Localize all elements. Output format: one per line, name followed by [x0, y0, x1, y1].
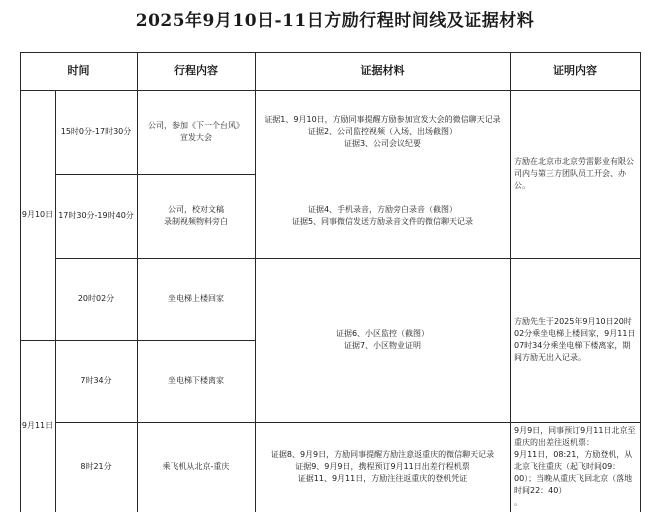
evidence-5: 证据5、同事微信发送方励录音文件的微信聊天记录	[291, 217, 474, 226]
row3-itinerary: 坐电梯上楼回家	[168, 294, 224, 303]
row1-time: 15时0分-17时30分	[60, 127, 132, 136]
row1-itinerary-line1: 公司，参加《下一个台风》	[148, 121, 244, 130]
proof-elevator: 方励先生于2025年9月10日20时02分乘坐电梯上楼回家，9月11日07时34分乘坐电梯下楼离家，期间方励无出入记录。	[514, 317, 636, 362]
evidence-7: 证据7、小区物业证明	[343, 341, 422, 350]
row5-time: 8时21分	[80, 462, 112, 471]
header-time: 时间	[67, 64, 90, 77]
timeline-table	[20, 52, 660, 512]
row1-itinerary	[137, 90, 255, 174]
row4-itinerary: 坐电梯下楼离家	[168, 376, 224, 385]
header-evidence: 证据材料	[360, 64, 405, 77]
document-title: 2025年9月10日-11日方励行程时间线及证据材料	[135, 11, 535, 31]
proof-flight-line2: 9月11日，08:21，方励登机，从北京飞往重庆（起飞时间09：00）；当晚从重庆飞回北京（落地时间22：40）	[514, 450, 633, 495]
proof-flight	[510, 422, 640, 512]
evidence-3: 证据3、公司会议纪要	[343, 139, 422, 148]
row5-itinerary: 乘飞机从北京-重庆	[162, 462, 230, 471]
row2-itinerary-line2: 录制视频物料旁白	[164, 217, 228, 226]
evidence-1: 证据1、9月10日，方励同事提醒方励参加宣发大会的微信聊天记录	[264, 115, 501, 124]
row5-evidence	[255, 422, 510, 512]
row2-itinerary	[137, 174, 255, 258]
row1-evidence	[255, 90, 510, 174]
row2-itinerary-line1: 公司，校对文稿	[168, 205, 224, 214]
evidence-6: 证据6、小区监控（截图）	[335, 329, 430, 338]
proof-flight-line1: 9月9日，同事预订9月11日北京至重庆的出差往返机票：	[514, 426, 636, 447]
header-itinerary: 行程内容	[174, 64, 218, 77]
date-sep-10: 9月10日	[21, 210, 54, 219]
table-border-right	[640, 52, 641, 512]
row3-time: 20时02分	[77, 294, 115, 303]
header-proof: 证明内容	[553, 64, 597, 77]
row4-time: 7时34分	[80, 376, 112, 385]
row1-itinerary-line2: 宣发大会	[180, 133, 212, 142]
evidence-8: 证据8、9月9日，方励同事提醒方励注意返重庆的微信聊天记录	[270, 450, 495, 459]
date-sep-11: 9月11日	[21, 421, 54, 430]
evidence-9: 证据9、9月9日，携程预订9月11日出差行程机票	[295, 462, 470, 471]
shared-evidence	[255, 258, 510, 422]
evidence-4: 证据4、手机录音，方励旁白录音（截图）	[307, 205, 458, 214]
row2-evidence	[255, 174, 510, 258]
evidence-11: 证据11、9月11日，方励注往返重庆的登机凭证	[297, 474, 468, 483]
proof-flight-line3: 。	[514, 498, 522, 507]
evidence-2: 证据2、公司监控视频（入场、出场截图）	[307, 127, 458, 136]
row2-time: 17时30分-19时40分	[58, 211, 134, 220]
proof-office: 方励在北京市北京劳雷影业有限公司内与第三方团队员工开会、办公。	[514, 157, 634, 190]
